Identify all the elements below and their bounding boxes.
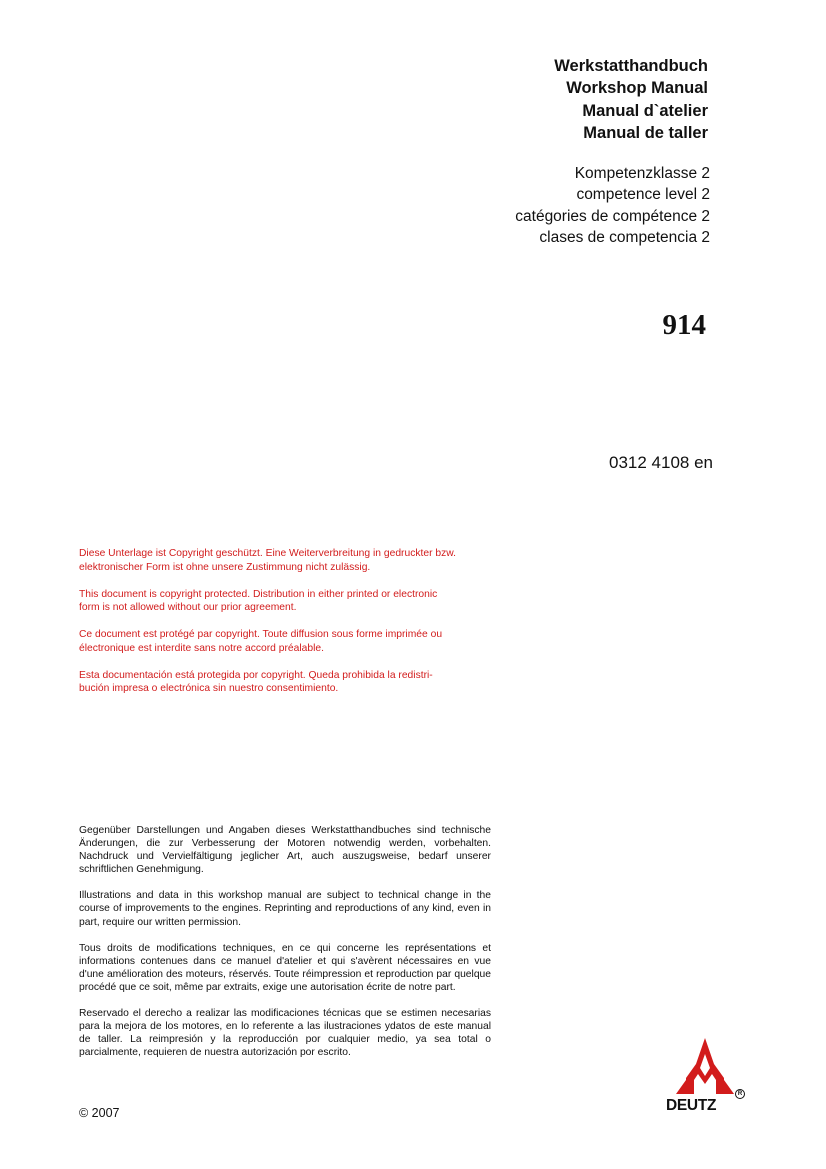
change-notice-english: Illustrations and data in this workshop manual are subject to technical change in the course of improvements to the engines. Reprinting and reproductions of any kind, even in part, require our written permission.	[79, 890, 491, 928]
title-french: Manual d`atelier	[582, 101, 708, 120]
copyright-notice-german: Diese Unterlage ist Copyright geschützt. Eine Weiterverbreitung in gedruckter bzw. elektronischer Form ist ohne unsere Zustimmung nicht zulässig.	[79, 548, 456, 573]
title-german: Werkstatthandbuch	[554, 57, 708, 75]
document-number: 0312 4108 en	[609, 453, 713, 472]
change-notice-french: Tous droits de modifications techniques, en ce qui concerne les représentations et informations contenues dans ce manuel d'atelier et qui s'avèrent nécessaires en vue d'une amélioration des moteurs, réservés. Toute réimpression et reproduction par quelque procédé que ce soit, même par extraits, exige une autorisation écrite de notre part.	[79, 942, 491, 993]
copyright-notice-french: Ce document est protégé par copyright. Toute diffusion sous forme imprimée ou électronique est interdite sans notre accord préalable.	[79, 629, 443, 654]
level-english: competence level 2	[576, 186, 710, 204]
deutz-logo-mark-icon	[662, 1036, 748, 1098]
manual-title-block	[554, 55, 708, 144]
competence-level-block	[515, 163, 710, 248]
title-english: Workshop Manual	[566, 79, 708, 98]
engine-model-number: 914	[662, 309, 706, 341]
change-notice-spanish: Reservado el derecho a realizar las modificaciones técnicas que se estimen necesarias para la mejora de los motores, en lo referente a las ilustraciones ydatos de este manual de taller. La reimpresión y la reproducción por cualquier medio, ya sea total o parcialmente, requieren de nuestra autorización por escrito.	[79, 1008, 491, 1059]
level-french: catégories de compétence 2	[515, 207, 710, 225]
registered-trademark-icon: R	[735, 1089, 745, 1099]
copyright-notice-block	[79, 547, 499, 709]
level-spanish: clases de competencia 2	[539, 228, 710, 246]
copyright-notice-english: This document is copyright protected. Distribution in either printed or electronic form is not allowed without our prior agreement.	[79, 588, 438, 614]
deutz-logo-text: DEUTZ	[666, 1097, 717, 1114]
copyright-notice-spanish: Esta documentación está protegida por copyright. Queda prohibida la redistri- bución impresa o electrónica sin nuestro consentimiento.	[79, 669, 433, 695]
deutz-logo	[662, 1036, 748, 1120]
change-notice-german: Gegenüber Darstellungen und Angaben dieses Werkstatthandbuches sind technische Änderungen, die zur Verbesserung der Motoren notwendig werden, vorbehalten. Nachdruck und Vervielfältigung jeglicher Art, auch auszugsweise, bedarf unserer schriftlichen Genehmigung.	[79, 825, 491, 876]
level-german: Kompetenzklasse 2	[574, 165, 710, 182]
technical-change-notice-block	[79, 824, 491, 1072]
title-spanish: Manual de taller	[583, 123, 708, 142]
copyright-year: © 2007	[79, 1106, 120, 1120]
